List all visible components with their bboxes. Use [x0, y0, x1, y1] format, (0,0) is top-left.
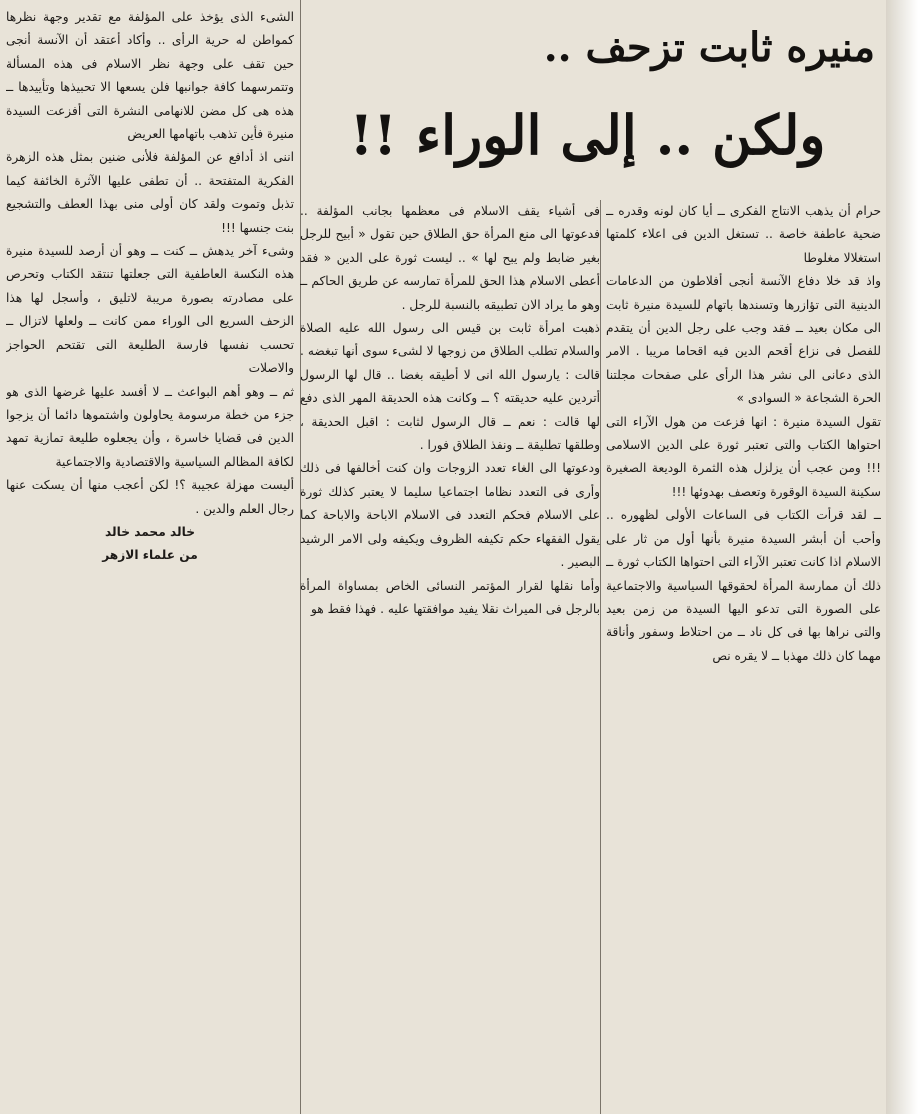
paragraph: فى أشياء يقف الاسلام فى معظمها بجانب المؤلفة .. فدعوتها الى منع المرأة حق الطلاق حين تقول « أبيح للرجل بغير ضابط ولم يبح لها » .. ليست ثورة على الدين « فقد أعطى الاسلام هذا الحق للمرأة تمارسه عن طريق الحاكم ــ وهو ما يراد الان تطبيقه بالنسبة للرجل .	[300, 204, 600, 312]
paragraph: ذهبت امرأة ثابت بن قيس الى رسول الله عليه الصلاة والسلام تطلب الطلاق من زوجها لا لشىء سوى أنها تبغضه . قالت : يارسول الله انى لا أطيقه بغضا .. قال لها الرسول أتردين عليه حديقته ؟ ــ وكانت هذه الحديقة المهر الذى دفع لها قالت : نعم ــ قال الرسول لثابت : اقبل الحديقة ، وطلقها تطليقة ــ ونفذ الطلاق فورا .	[300, 321, 600, 453]
paragraph: وشىء آخر يدهش ــ كنت ــ وهو أن أرصد للسيدة منيرة هذه النكسة العاطفية التى جعلتها تنتقد الكتاب وتحرص على مصادرته بصورة مريبة لاتليق ، وأسجل لها هذا الزحف السريع الى الوراء ممن كانت ــ ولعلها لاتزال ــ تحسب نفسها فارسة الطليعة التى تقتحم الحواجز والاصلات	[6, 244, 294, 376]
paragraph: أليست مهزلة عجيبة ؟! لكن أعجب منها أن يسكت عنها رجال العلم والدين .	[6, 478, 294, 516]
paragraph: ــ لقد قرأت الكتاب فى الساعات الأولى لظهوره .. وأحب أن أبشر السيدة منيرة بأنها أول من ثار على الاسلام اذا كانت تعتبر الآراء التى احتواها الكتاب ثورة ــ ذلك أن ممارسة المرأة لحقوقها السياسية والاجتماعية على الصورة التى تدعو اليها السيدة من زمن بعيد والتى نراها بها فى كل ناد ــ من احتلاط وسفور وأناقة مهما كان ذلك مهذبا ــ لا يقره نص	[606, 508, 881, 663]
column-rule	[600, 200, 601, 1114]
paragraph: واذ قد خلا دفاع الآنسة أنجى أفلاطون من الدعامات الدينية التى تؤازرها وتسندها باتهام للسيدة منيرة ثابت الى مكان بعيد ــ فقد وجب على رجل الدين أن يتقدم للفصل فى نزاع أقحم الدين فيه اقحاما مريبا . الامر الذى دعانى الى نشر هذا الرأى على صفحات مجلتنا الحرة الشجاعة « السوادى »	[606, 274, 881, 406]
author-name: خالد محمد خالد	[105, 524, 195, 539]
headline-line-2: ولكن .. إلى الوراء !!	[349, 103, 826, 167]
paragraph: ودعوتها الى الغاء تعدد الزوجات وان كنت أخالفها فى ذلك وأرى فى التعدد نظاما اجتماعيا سليما لا يعتبر كذلك ثورة على الاسلام فحكم التعدد فى الاسلام الاباحة والاباحة كما يقول الفقهاء حكم تكيفه الظروف ويكيفه ولى الامر الرشيد البصير .	[300, 461, 600, 570]
paragraph: ثم ــ وهو أهم البواعث ــ لا أفسد عليها غرضها الذى هو جزء من خطة مرسومة يحاولون واشتموها دائما أن يزجوا الدين فى قضايا خاسرة ، وأن يجعلوه طليعة تمازية تمهد لكافة المظالم السياسية والاقتصادية والاجتماعية	[6, 384, 294, 469]
page-edge	[886, 0, 918, 1114]
paragraph: حرام أن يذهب الانتاج الفكرى ــ أيا كان لونه وقدره ــ ضحية عاطفة خاصة .. تستغل الدين فى اعلاء كلمتها استغلالا مغلوطا	[606, 204, 881, 265]
paragraph: الشىء الذى يؤخذ على المؤلفة مع تقدير وجهة نظرها كمواطن له حرية الرأى .. وأكاد أعتقد أن الآنسة أنجى حين تقف على وجهة نظر الاسلام فى هذه المسألة وتتمرسهما كافة جوانبها فلن يسعها الا تحبيذها وتأييدها ــ هذه هى كل مضن للانهامى النشرة التى أفزعت السيدة منيرة فأين تذهب باتهامها العريض	[6, 10, 294, 142]
article-column-right	[606, 200, 881, 1114]
paragraph: اننى اذ أدافع عن المؤلفة فلأنى ضنين بمثل هذه الزهرة الفكرية المتفتحة .. أن تطفى عليها الآثرة الخائفة كيما تذبل وتموت ولقد كان أولى منى بهذا العطف والتشجيع بنت جنسها !!!	[6, 150, 294, 235]
article-column-middle	[300, 200, 600, 1114]
paragraph: وأما نقلها لقرار المؤتمر النسائى الخاص بمساواة المرأة بالرجل فى الميراث نقلا يفيد موافقتها عليه . فهذا فقط هو	[300, 578, 600, 616]
headline-line-1: منيره ثابت تزحف ..	[543, 24, 875, 71]
paragraph: تقول السيدة منيرة : انها فزعت من هول الآراء التى احتواها الكتاب والتى تعتبر ثورة على الدين الاسلامى !!! ومن عجب أن يزلزل هذه الثمرة الوديعة الصغيرة سكينة السيدة الوقورة وتعصف بهدوئها !!!	[606, 414, 881, 499]
author-affiliation: من علماء الازهر	[102, 548, 198, 563]
column-rule	[300, 0, 301, 200]
article-column-left	[6, 6, 294, 1114]
